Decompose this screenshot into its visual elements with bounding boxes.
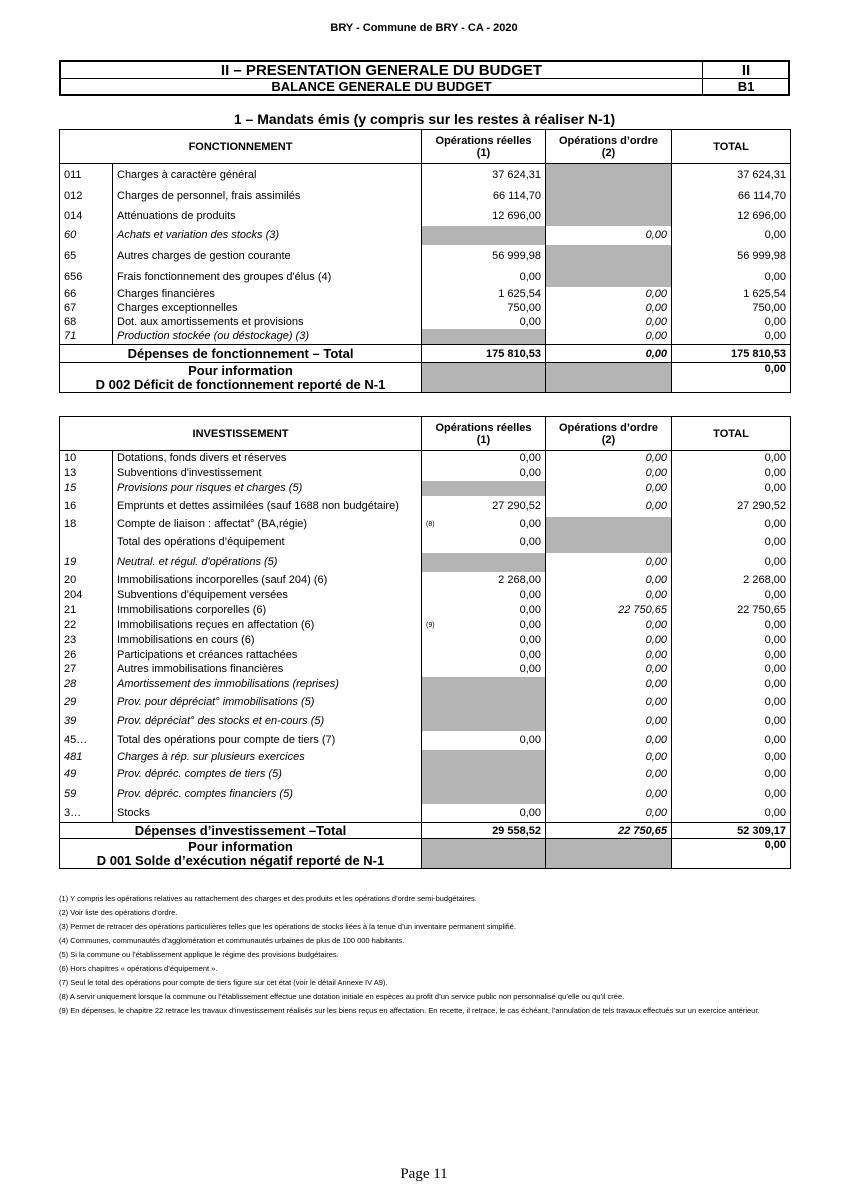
fonctionnement-row-total: 1 625,54 [672,287,791,301]
investissement-row-label: Subventions d'équipement versées [113,588,422,603]
investissement-row-total: 0,00 [672,804,791,823]
investissement-row-ordre: 0,00 [546,648,672,662]
investissement-row-total: 0,00 [672,648,791,662]
investissement-row-ordre: 0,00 [546,481,672,496]
fonctionnement-row-label: Charges financières [113,287,422,301]
fonctionnement-row-ordre: 0,00 [546,329,672,345]
fonctionnement-row-code: 012 [60,186,113,206]
investissement-row-reel: 0,00 [422,588,546,603]
col-total: TOTAL [672,417,791,451]
investissement-row-code: 27 [60,662,113,677]
investissement-row-label: Prov. pour dépréciat° immobilisations (5) [113,692,422,712]
investissement-row-label: Total des opérations d’équipement [113,532,422,553]
investissement-row-ordre: 0,00 [546,677,672,692]
investissement-row-label: Prov. dépréc. comptes financiers (5) [113,785,422,804]
table-row [60,245,791,267]
investissement-row-label: Charges à rép. sur plusieurs exercices [113,750,422,764]
investissement-row-code: 45… [60,731,113,750]
investissement-row-ordre: 0,00 [546,692,672,712]
fonctionnement-row-code: 68 [60,315,113,329]
investissement-row-code: 29 [60,692,113,712]
footnote: (2) Voir liste des opérations d’ordre. [59,908,178,917]
investissement-row-label: Immobilisations en cours (6) [113,633,422,648]
fonctionnement-info: Pour information D 002 Déficit de fonctionnement reporté de N-1 [60,363,422,393]
footnote: (7) Seul le total des opérations pour compte de tiers figure sur cet état (voir le détail Annexe IV A9). [59,978,388,987]
investissement-row-ordre [546,517,672,532]
section-title: 1 – Mandats émis (y compris sur les restes à réaliser N-1) [233,111,616,127]
investissement-row-code [60,532,113,553]
fonctionnement-row-label: Charges de personnel, frais assimilés [113,186,422,206]
fonctionnement-row-total: 56 999,98 [672,245,791,267]
header-title: II – PRESENTATION GENERALE DU BUDGET [220,62,543,79]
table-row [60,618,791,633]
investissement-total-label: Dépenses d’investissement –Total [60,823,422,839]
investissement-row-label: Provisions pour risques et charges (5) [113,481,422,496]
fonctionnement-total-label: Dépenses de fonctionnement – Total [60,345,422,363]
footnote: (4) Communes, communautés d’agglomération et communautés urbaines de plus de 100 000 habitants. [59,936,405,945]
fonctionnement-row-total: 750,00 [672,301,791,315]
col-operations-reelles: Opérations réelles (1) [422,417,546,451]
table-row [60,206,791,226]
investissement-row-total: 0,00 [672,466,791,481]
investissement-row-ordre: 0,00 [546,633,672,648]
fonctionnement-row-code: 65 [60,245,113,267]
table-row [60,301,791,315]
table-row [60,287,791,301]
investissement-row-total: 0,00 [672,662,791,677]
investissement-row-total: 0,00 [672,712,791,731]
fonctionnement-row-reel: 0,00 [422,267,546,287]
fonctionnement-row-reel [422,226,546,245]
investissement-row-code: 16 [60,496,113,517]
fonctionnement-row-label: Frais fonctionnement des groupes d'élus (4) [113,267,422,287]
investissement-row-label: Subventions d'investissement [113,466,422,481]
investissement-row-ordre: 0,00 [546,750,672,764]
fonctionnement-row-code: 656 [60,267,113,287]
investissement-info-total: 0,00 [672,839,791,869]
investissement-row-label: Stocks [113,804,422,823]
footnote: (1) Y compris les opérations relatives au rattachement des charges et des produits et les opérations d’ordre semi-budgétaires. [59,894,477,903]
fonctionnement-row-total: 0,00 [672,329,791,345]
investissement-row-total: 0,00 [672,750,791,764]
investissement-row-code: 59 [60,785,113,804]
investissement-row-label: Compte de liaison : affectat° (BA,régie) [113,517,422,532]
fonctionnement-row-reel: 0,00 [422,315,546,329]
investissement-row-reel [422,692,546,712]
investissement-row-reel: 0,00 [422,466,546,481]
investissement-row-total: 22 750,65 [672,603,791,618]
reference-note: (8) [426,521,435,528]
document-title: BRY - Commune de BRY - CA - 2020 [330,22,518,34]
table-row [60,315,791,329]
investissement-row-reel: 27 290,52 [422,496,546,517]
fonctionnement-total-reel: 175 810,53 [422,345,546,363]
fonctionnement-table [59,129,791,393]
table-row [60,481,791,496]
table-row [60,677,791,692]
col-total: TOTAL [672,130,791,164]
fonctionnement-row-ordre: 0,00 [546,301,672,315]
investissement-row-label: Dotations, fonds divers et réserves [113,451,422,466]
table-row [60,267,791,287]
investissement-row-code: 39 [60,712,113,731]
investissement-row-ordre: 0,00 [546,662,672,677]
investissement-info: Pour information D 001 Solde d’exécution négatif reporté de N-1 [60,839,422,869]
investissement-row-code: 49 [60,764,113,785]
reference-note: (9) [426,622,435,629]
investissement-row-reel: 0,00 [422,532,546,553]
fonctionnement-heading: FONCTIONNEMENT [60,130,422,164]
investissement-row-total: 0,00 [672,764,791,785]
presentation-header [59,60,790,96]
investissement-row-reel [422,764,546,785]
investissement-row-ordre: 0,00 [546,451,672,466]
footnote: (8) A servir uniquement lorsque la commune ou l’établissement effectue une dotation initiale en espèces au profit d’un service public non personnalisé qu’elle ou qu’il crée. [59,992,625,1001]
investissement-row-reel [422,481,546,496]
fonctionnement-row-total: 66 114,70 [672,186,791,206]
fonctionnement-row-total: 37 624,31 [672,164,791,186]
investissement-heading: INVESTISSEMENT [60,417,422,451]
table-row [60,712,791,731]
investissement-row-label: Neutral. et régul. d'opérations (5) [113,553,422,572]
investissement-row-total: 0,00 [672,517,791,532]
investissement-total-total: 52 309,17 [672,823,791,839]
investissement-row-code: 28 [60,677,113,692]
table-row [60,662,791,677]
investissement-row-ordre [546,532,672,553]
table-row [60,466,791,481]
col-operations-ordre: Opérations d’ordre (2) [546,417,672,451]
investissement-row-total: 27 290,52 [672,496,791,517]
investissement-row-label: Immobilisations reçues en affectation (6) [113,618,422,633]
table-row [60,750,791,764]
investissement-row-reel: (8) 0,00 [422,517,546,532]
fonctionnement-row-code: 66 [60,287,113,301]
fonctionnement-row-code: 71 [60,329,113,345]
investissement-row-ordre: 0,00 [546,496,672,517]
page-number: Page 11 [400,1166,448,1182]
fonctionnement-row-label: Atténuations de produits [113,206,422,226]
fonctionnement-row-label: Achats et variation des stocks (3) [113,226,422,245]
investissement-row-code: 26 [60,648,113,662]
investissement-row-reel: 0,00 [422,804,546,823]
table-row [60,572,791,588]
table-row [60,186,791,206]
fonctionnement-row-reel [422,329,546,345]
investissement-row-ordre: 22 750,65 [546,603,672,618]
investissement-row-reel [422,553,546,572]
fonctionnement-row-total: 0,00 [672,315,791,329]
investissement-row-total: 0,00 [672,481,791,496]
fonctionnement-row-label: Autres charges de gestion courante [113,245,422,267]
investissement-row-code: 18 [60,517,113,532]
footnotes [59,892,790,1018]
investissement-row-label: Prov. dépréc. comptes de tiers (5) [113,764,422,785]
fonctionnement-total-total: 175 810,53 [672,345,791,363]
investissement-row-total: 0,00 [672,677,791,692]
fonctionnement-row-reel: 1 625,54 [422,287,546,301]
fonctionnement-row-ordre [546,186,672,206]
investissement-row-ordre: 0,00 [546,588,672,603]
table-row [60,164,791,186]
col-operations-ordre: Opérations d’ordre (2) [546,130,672,164]
table-row [60,496,791,517]
investissement-row-reel: 0,00 [422,451,546,466]
investissement-row-code: 21 [60,603,113,618]
fonctionnement-row-label: Dot. aux amortissements et provisions [113,315,422,329]
investissement-total-ordre: 22 750,65 [546,823,672,839]
footnote: (3) Permet de retracer des opérations particulières telles que les opérations de stocks liées à la tenue d’un inventaire permanent simplifié. [59,922,516,931]
investissement-row-label: Participations et créances rattachées [113,648,422,662]
table-row [60,603,791,618]
investissement-row-code: 19 [60,553,113,572]
investissement-row-ordre: 0,00 [546,785,672,804]
table-row [60,731,791,750]
table-row [60,648,791,662]
fonctionnement-row-reel: 750,00 [422,301,546,315]
investissement-row-ordre: 0,00 [546,572,672,588]
investissement-row-code: 13 [60,466,113,481]
investissement-row-code: 22 [60,618,113,633]
investissement-row-reel: 0,00 [422,633,546,648]
investissement-row-reel: 2 268,00 [422,572,546,588]
fonctionnement-row-ordre: 0,00 [546,315,672,329]
investissement-row-reel [422,712,546,731]
footnote: (5) Si la commune ou l’établissement applique le régime des provisions budgétaires. [59,950,339,959]
investissement-row-total: 2 268,00 [672,572,791,588]
investissement-row-code: 481 [60,750,113,764]
investissement-row-code: 23 [60,633,113,648]
table-row [60,588,791,603]
investissement-row-reel: 0,00 [422,662,546,677]
investissement-row-total: 0,00 [672,451,791,466]
investissement-row-total: 0,00 [672,532,791,553]
fonctionnement-row-reel: 12 696,00 [422,206,546,226]
investissement-row-reel: 0,00 [422,648,546,662]
investissement-row-total: 0,00 [672,731,791,750]
fonctionnement-info-total: 0,00 [672,363,791,393]
fonctionnement-row-ordre [546,206,672,226]
footnote: (6) Hors chapitres « opérations d’équipement ». [59,964,218,973]
fonctionnement-row-total: 0,00 [672,226,791,245]
investissement-row-code: 15 [60,481,113,496]
investissement-row-label: Total des opérations pour compte de tiers (7) [113,731,422,750]
investissement-row-label: Prov. dépréciat° des stocks et en-cours (5) [113,712,422,731]
table-row [60,226,791,245]
investissement-row-ordre: 0,00 [546,618,672,633]
fonctionnement-row-label: Charges exceptionnelles [113,301,422,315]
fonctionnement-row-ordre: 0,00 [546,226,672,245]
fonctionnement-row-ordre [546,267,672,287]
investissement-row-ordre: 0,00 [546,712,672,731]
investissement-row-label: Autres immobilisations financières [113,662,422,677]
fonctionnement-row-total: 12 696,00 [672,206,791,226]
header-code: II [702,62,789,78]
table-row [60,804,791,823]
investissement-row-total: 0,00 [672,553,791,572]
table-row [60,785,791,804]
investissement-row-ordre: 0,00 [546,804,672,823]
fonctionnement-row-reel: 66 114,70 [422,186,546,206]
col-operations-reelles: Opérations réelles (1) [422,130,546,164]
investissement-row-reel [422,677,546,692]
investissement-table [59,416,791,869]
investissement-row-ordre: 0,00 [546,731,672,750]
investissement-row-label: Immobilisations corporelles (6) [113,603,422,618]
investissement-row-ordre: 0,00 [546,466,672,481]
investissement-row-code: 204 [60,588,113,603]
table-row [60,764,791,785]
fonctionnement-row-code: 014 [60,206,113,226]
investissement-row-total: 0,00 [672,588,791,603]
investissement-row-reel: (9) 0,00 [422,618,546,633]
fonctionnement-row-ordre: 0,00 [546,287,672,301]
investissement-row-label: Emprunts et dettes assimilées (sauf 1688 non budgétaire) [113,496,422,517]
table-row [60,633,791,648]
investissement-row-ordre: 0,00 [546,553,672,572]
investissement-row-total: 0,00 [672,618,791,633]
header-subtitle: BALANCE GENERALE DU BUDGET [271,79,492,94]
investissement-row-total: 0,00 [672,785,791,804]
footnote: (9) En dépenses, le chapitre 22 retrace les travaux d’investissement réalisés sur les biens reçus en affectation. En recette, il retrace, le cas échéant, l’annulation de tels travaux effectués sur un exercice antérieur. [59,1006,760,1015]
fonctionnement-row-label: Production stockée (ou déstockage) (3) [113,329,422,345]
investissement-row-label: Immobilisations incorporelles (sauf 204) (6) [113,572,422,588]
fonctionnement-row-total: 0,00 [672,267,791,287]
table-row [60,553,791,572]
fonctionnement-row-label: Charges à caractère général [113,164,422,186]
investissement-row-total: 0,00 [672,692,791,712]
investissement-total-reel: 29 558,52 [422,823,546,839]
investissement-row-reel: 0,00 [422,731,546,750]
investissement-row-ordre: 0,00 [546,764,672,785]
fonctionnement-row-reel: 37 624,31 [422,164,546,186]
fonctionnement-row-code: 60 [60,226,113,245]
investissement-row-code: 10 [60,451,113,466]
fonctionnement-row-code: 011 [60,164,113,186]
table-row [60,532,791,553]
header-subcode: B1 [702,79,789,95]
investissement-row-reel [422,785,546,804]
fonctionnement-row-code: 67 [60,301,113,315]
table-row [60,451,791,466]
table-row [60,329,791,345]
fonctionnement-row-ordre [546,245,672,267]
investissement-row-total: 0,00 [672,633,791,648]
investissement-row-code: 3… [60,804,113,823]
fonctionnement-row-ordre [546,164,672,186]
investissement-row-reel [422,750,546,764]
fonctionnement-row-reel: 56 999,98 [422,245,546,267]
table-row [60,692,791,712]
fonctionnement-total-ordre: 0,00 [546,345,672,363]
investissement-row-code: 20 [60,572,113,588]
investissement-row-reel: 0,00 [422,603,546,618]
investissement-row-label: Amortissement des immobilisations (reprises) [113,677,422,692]
table-row [60,517,791,532]
